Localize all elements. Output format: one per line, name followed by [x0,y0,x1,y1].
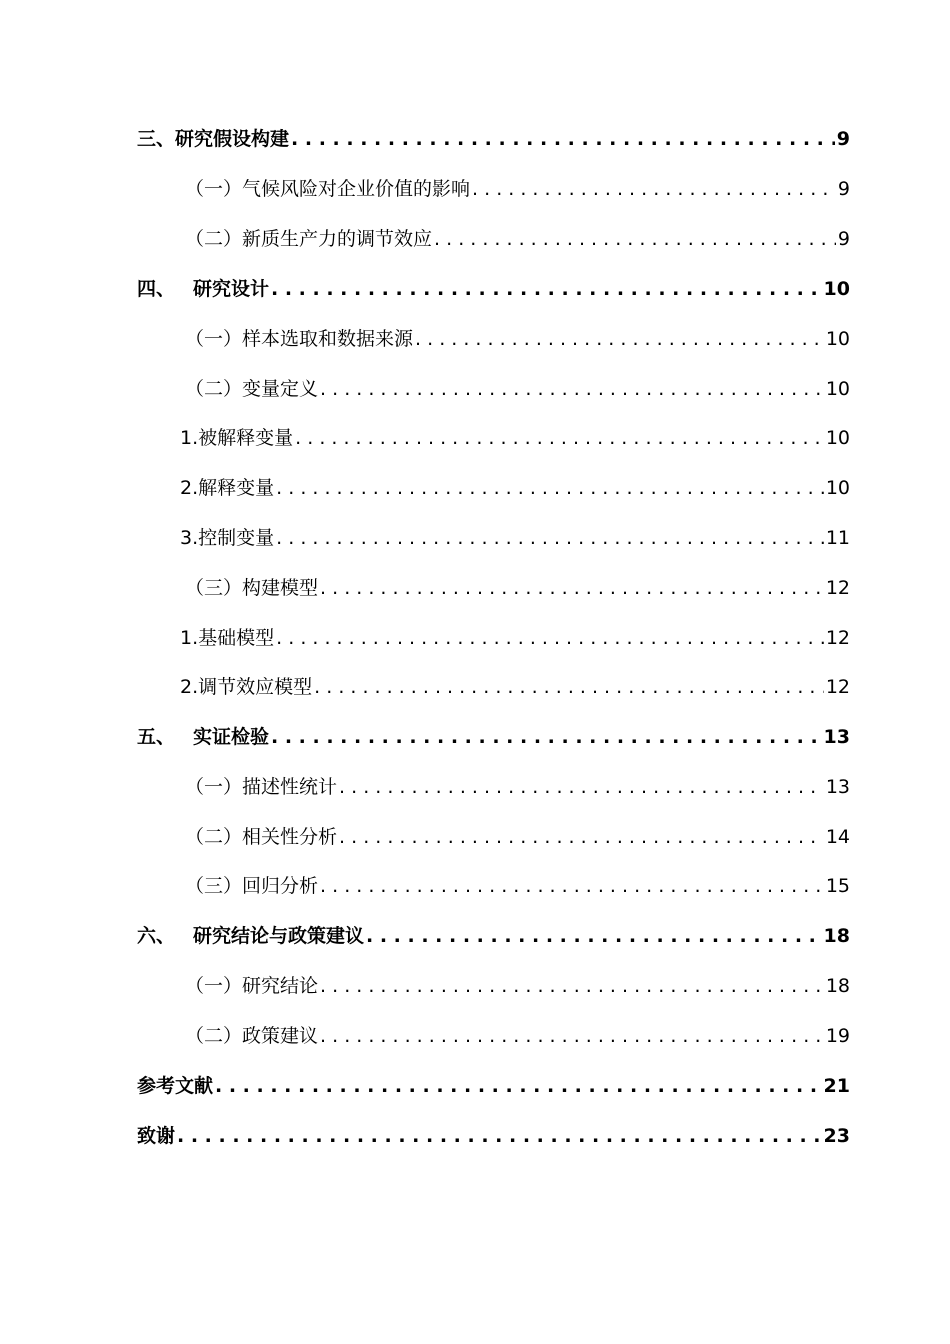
toc-dot-leader [339,772,824,802]
toc-dot-leader [177,1121,822,1151]
toc-entry-title: 变量定义 [242,378,319,400]
toc-dot-leader [314,672,824,702]
toc-entry-page: 10 [825,427,850,449]
toc-entry-number: 五、 [137,726,176,748]
toc-entry-number: （二） [185,228,243,250]
toc-entry-number: （一） [185,328,243,350]
toc-dot-leader [276,523,824,553]
toc-entry-page: 21 [823,1075,850,1097]
toc-dot-leader [295,423,824,453]
toc-entry-6-1[interactable] [185,971,850,1001]
toc-entry-number: （一） [185,178,243,200]
toc-entry-page: 19 [825,1025,850,1047]
toc-entry-title: 样本选取和数据来源 [242,328,414,350]
toc-dot-leader [276,623,824,653]
toc-entry-title: 政策建议 [242,1025,319,1047]
toc-entry-page: 15 [825,875,850,897]
toc-entry-number: 四、 [137,278,176,300]
toc-entry-title: 致谢 [137,1125,176,1147]
toc-entry-5-1[interactable] [185,772,850,802]
toc-entry-4-3-1[interactable] [180,623,850,653]
toc-dot-leader [320,871,824,901]
toc-entry-page: 9 [836,128,850,150]
toc-entry-page: 10 [825,477,850,499]
toc-entry-number: 2. [180,676,199,698]
toc-entry-4-2[interactable] [185,374,850,404]
toc-entry-page: 9 [837,228,850,250]
toc-entry-title: 新质生产力的调节效应 [242,228,433,250]
toc-entry-page: 23 [823,1125,850,1147]
toc-entry-page: 9 [837,178,850,200]
toc-entry-page: 13 [823,726,850,748]
toc-entry-page: 10 [823,278,850,300]
toc-entry-section-3[interactable] [137,124,850,154]
toc-entry-4-2-3[interactable] [180,523,850,553]
toc-entry-page: 13 [825,776,850,798]
toc-entry-number: （三） [185,875,243,897]
toc-dot-leader [320,1021,824,1051]
toc-entry-page: 12 [825,577,850,599]
toc-entry-4-1[interactable] [185,324,850,354]
toc-dot-leader [434,224,836,254]
toc-entry-6-2[interactable] [185,1021,850,1051]
toc-entry-page: 10 [825,378,850,400]
toc-entry-number: （二） [185,826,243,848]
toc-entry-title: 研究结论与政策建议 [193,925,365,947]
toc-entry-title: 控制变量 [198,527,275,549]
toc-entry-4-2-2[interactable] [180,473,850,503]
toc-entry-title: 回归分析 [242,875,319,897]
toc-entry-5-3[interactable] [185,871,850,901]
toc-entry-page: 12 [825,627,850,649]
toc-entry-title: 研究假设构建 [175,128,290,150]
toc-entry-page: 18 [825,975,850,997]
toc-dot-leader [472,174,836,204]
toc-entry-number: （一） [185,776,243,798]
toc-entry-number: 六、 [137,925,176,947]
toc-dot-leader [271,722,822,752]
toc-entry-page: 18 [823,925,850,947]
toc-entry-section-5[interactable] [137,722,850,752]
toc-entry-number: （三） [185,577,243,599]
toc-entry-number: （二） [185,1025,243,1047]
toc-entry-number: 3. [180,527,199,549]
toc-entry-title: 参考文献 [137,1075,214,1097]
toc-dot-leader [320,374,824,404]
toc-entry-3-1[interactable] [185,174,850,204]
toc-entry-title: 基础模型 [198,627,275,649]
toc-entry-title: 相关性分析 [242,826,338,848]
toc-dot-leader [320,573,824,603]
toc-entry-page: 14 [825,826,850,848]
toc-entry-page: 11 [825,527,850,549]
toc-entry-number: 1. [180,427,199,449]
toc-entry-page: 12 [825,676,850,698]
toc-entry-3-2[interactable] [185,224,850,254]
toc-entry-number: 2. [180,477,199,499]
toc-entry-number: 三、 [137,128,176,150]
toc-entry-title: 研究结论 [242,975,319,997]
toc-entry-title: 调节效应模型 [198,676,313,698]
toc-entry-4-3-2[interactable] [180,672,850,702]
toc-dot-leader [415,324,824,354]
toc-dot-leader [215,1071,822,1101]
toc-entry-title: 气候风险对企业价值的影响 [242,178,471,200]
toc-entry-title: 实证检验 [193,726,270,748]
toc-entry-references[interactable] [137,1071,850,1101]
toc-entry-title: 构建模型 [242,577,319,599]
toc-entry-acknowledgements[interactable] [137,1121,850,1151]
toc-dot-leader [366,921,822,951]
toc-dot-leader [271,274,822,304]
toc-entry-5-2[interactable] [185,822,850,852]
toc-dot-leader [339,822,824,852]
toc-entry-number: （二） [185,378,243,400]
toc-dot-leader [320,971,824,1001]
toc-entry-title: 描述性统计 [242,776,338,798]
toc-entry-section-6[interactable] [137,921,850,951]
toc-dot-leader [291,124,835,154]
toc-entry-section-4[interactable] [137,274,850,304]
toc-entry-title: 研究设计 [193,278,270,300]
toc-entry-4-2-1[interactable] [180,423,850,453]
toc-entry-number: （一） [185,975,243,997]
toc-entry-title: 被解释变量 [198,427,294,449]
toc-entry-page: 10 [825,328,850,350]
toc-entry-title: 解释变量 [198,477,275,499]
toc-entry-number: 1. [180,627,199,649]
toc-dot-leader [276,473,824,503]
toc-entry-4-3[interactable] [185,573,850,603]
